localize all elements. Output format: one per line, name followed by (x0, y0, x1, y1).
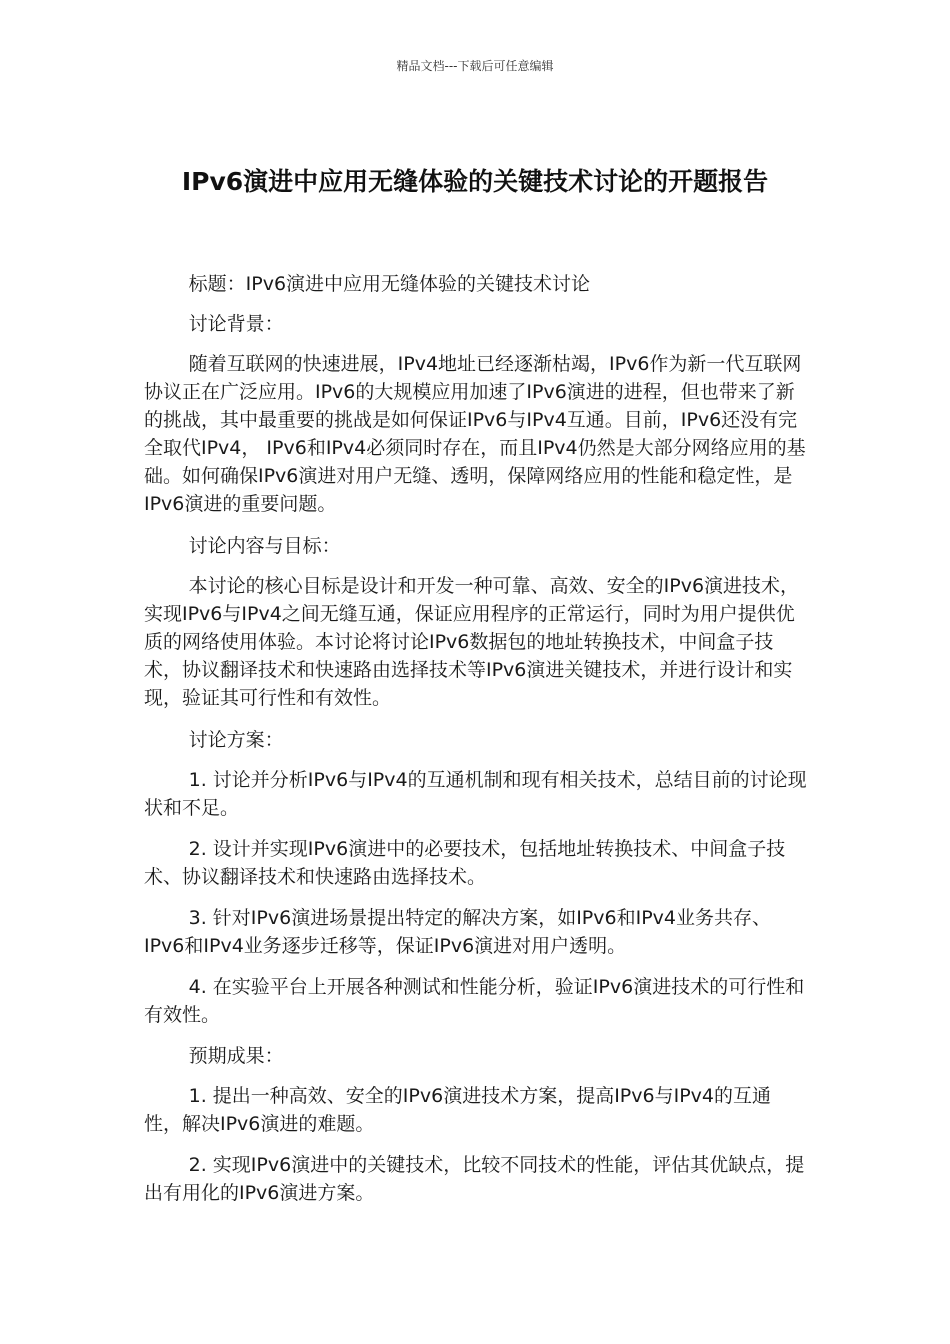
outcome-item: 1. 提出一种高效、安全的IPv6演进技术方案，提高IPv6与IPv4的互通性，解决IPv6演进的难题。 (144, 1085, 771, 1135)
page-header-note: 精品文档---下载后可任意编辑 (396, 59, 554, 73)
background-paragraph: 随着互联网的快速进展，IPv4地址已经逐渐枯竭，IPv6作为新一代互联网协议正在广泛应用。IPv6的大规模应用加速了IPv6演进的进程，但也带来了新的挑战，其中最重要的挑战是如何保证IPv6与IPv4互通。目前，IPv6还没有完全取代IPv4， IPv6和IPv4必须同时存在，而且IPv4仍然是大部分网络应用的基础。如何确保IPv6演进对用户无缝、透明，保障网络应用的性能和稳定性，是IPv6演进的重要问题。 (144, 353, 806, 515)
outcome-item: 2. 实现IPv6演进中的关键技术，比较不同技术的性能，评估其优缺点，提出有用化的IPv6演进方案。 (144, 1154, 805, 1204)
document-body (144, 270, 808, 1220)
plan-item: 3. 针对IPv6演进场景提出特定的解决方案，如IPv6和IPv4业务共存、IPv6和IPv4业务逐步迁移等，保证IPv6演进对用户透明。 (144, 907, 771, 957)
document-title: IPv6演进中应用无缝体验的关键技术讨论的开题报告 (181, 166, 769, 196)
goals-heading: 讨论内容与目标： (188, 535, 341, 557)
plan-item: 2. 设计并实现IPv6演进中的必要技术，包括地址转换技术、中间盒子技术、协议翻译技术和快速路由选择技术。 (144, 838, 786, 888)
subject-line: 标题：IPv6演进中应用无缝体验的关键技术讨论 (188, 273, 591, 295)
goals-paragraph: 本讨论的核心目标是设计和开发一种可靠、高效、安全的IPv6演进技术，实现IPv6与IPv4之间无缝互通，保证应用程序的正常运行，同时为用户提供优质的网络使用体验。本讨论将讨论IPv6数据包的地址转换技术，中间盒子技术，协议翻译技术和快速路由选择技术等IPv6演进关键技术，并进行设计和实现，验证其可行性和有效性。 (144, 575, 800, 709)
plan-item: 1. 讨论并分析IPv6与IPv4的互通机制和现有相关技术，总结目前的讨论现状和不足。 (144, 769, 807, 819)
background-heading: 讨论背景： (188, 313, 284, 335)
plan-item: 4. 在实验平台上开展各种测试和性能分析，验证IPv6演进技术的可行性和有效性。 (144, 976, 805, 1026)
outcomes-heading: 预期成果： (188, 1045, 284, 1067)
plan-heading: 讨论方案： (188, 729, 284, 751)
